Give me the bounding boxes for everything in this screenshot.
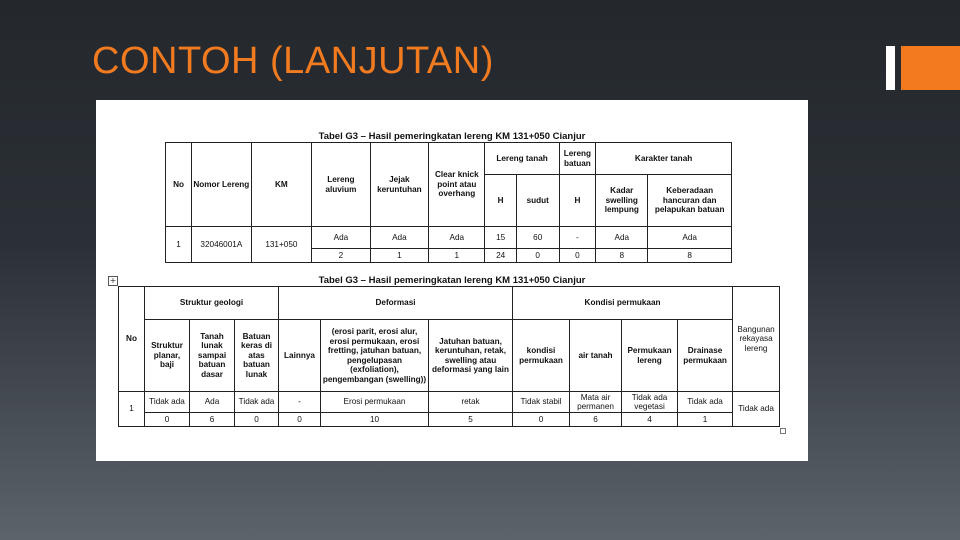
t1-cell: 32046001A — [192, 227, 252, 263]
t2-header-kondisi: kondisi permukaan — [513, 320, 570, 392]
t1-header-lereng-tanah: Lereng tanah — [485, 143, 559, 175]
t2-score: 6 — [190, 413, 235, 427]
t1-header-nomor-lereng: Nomor Lereng — [192, 143, 252, 227]
t1-header-km: KM — [251, 143, 312, 227]
t1-score: 1 — [429, 249, 485, 263]
t2-cell: Tidak ada — [145, 392, 190, 413]
t2-header-struktur-geologi: Struktur geologi — [145, 287, 279, 320]
t1-score: 1 — [370, 249, 428, 263]
table1 — [165, 142, 732, 263]
t1-cell: 131+050 — [251, 227, 312, 263]
accent-bar-white — [886, 46, 895, 90]
t1-score: 8 — [648, 249, 732, 263]
t1-cell: Ada — [312, 227, 370, 249]
t2-cell: Ada — [190, 392, 235, 413]
t1-header-karakter-tanah: Karakter tanah — [596, 143, 732, 175]
table1-caption: Tabel G3 – Hasil pemeringkatan lereng KM 131+050 Cianjur — [318, 131, 586, 142]
t1-cell: Ada — [596, 227, 648, 249]
t1-cell: 15 — [485, 227, 516, 249]
t2-score: 10 — [321, 413, 429, 427]
t1-score: 24 — [485, 249, 516, 263]
t2-cell: 1 — [119, 392, 145, 427]
t2-header-tanah-lunak: Tanah lunak sampai batuan dasar — [190, 320, 235, 392]
t1-header-no: No — [166, 143, 192, 227]
t1-header-keberadaan: Keberadaan hancuran dan pelapukan batuan — [648, 175, 732, 227]
t1-header-lereng-batuan: Lereng batuan — [559, 143, 596, 175]
resize-handle-icon[interactable] — [780, 428, 786, 434]
table2 — [118, 286, 780, 427]
t1-header-h2: H — [559, 175, 596, 227]
t1-cell: 1 — [166, 227, 192, 263]
t2-cell: Mata air permanen — [570, 392, 622, 413]
t1-header-clear-knick: Clear knick point atau overhang — [429, 143, 485, 227]
document-image — [96, 100, 808, 461]
t2-score: 6 — [570, 413, 622, 427]
t2-cell: retak — [429, 392, 513, 413]
t1-header-kadar-swelling: Kadar swelling lempung — [596, 175, 648, 227]
table2-caption: Tabel G3 – Hasil pemeringkatan lereng KM 131+050 Cianjur — [318, 275, 586, 286]
t2-cell: Tidak ada — [678, 392, 733, 413]
t2-score: 0 — [235, 413, 279, 427]
t1-cell: 60 — [516, 227, 559, 249]
t2-header-no: No — [119, 287, 145, 392]
t1-cell: Ada — [648, 227, 732, 249]
t1-cell: - — [559, 227, 596, 249]
t2-score: 1 — [678, 413, 733, 427]
t2-cell: Tidak ada — [235, 392, 279, 413]
t2-header-kondisi-permukaan: Kondisi permukaan — [513, 287, 733, 320]
t2-header-lainnya: Lainnya — [279, 320, 321, 392]
t1-header-sudut: sudut — [516, 175, 559, 227]
t2-cell: - — [279, 392, 321, 413]
t1-header-h1: H — [485, 175, 516, 227]
t2-score: 0 — [279, 413, 321, 427]
t2-header-permukaan-lereng: Permukaan lereng — [622, 320, 678, 392]
t2-score: 0 — [145, 413, 190, 427]
t2-header-struktur-planar: Struktur planar, baji — [145, 320, 190, 392]
t1-score: 2 — [312, 249, 370, 263]
t2-header-drainase: Drainase permukaan — [678, 320, 733, 392]
t1-score: 0 — [516, 249, 559, 263]
t2-score: 4 — [622, 413, 678, 427]
t1-header-jejak-keruntuhan: Jejak keruntuhan — [370, 143, 428, 227]
t2-score: 0 — [513, 413, 570, 427]
t2-header-air-tanah: air tanah — [570, 320, 622, 392]
t1-score: 8 — [596, 249, 648, 263]
t2-cell: Tidak ada vegetasi — [622, 392, 678, 413]
t1-header-lereng-aluvium: Lereng aluvium — [312, 143, 370, 227]
t2-cell: Erosi permukaan — [321, 392, 429, 413]
t1-score: 0 — [559, 249, 596, 263]
t2-score: 5 — [429, 413, 513, 427]
slide-title: CONTOH (LANJUTAN) — [92, 40, 494, 82]
move-handle-icon[interactable]: + — [109, 276, 117, 285]
t1-cell: Ada — [370, 227, 428, 249]
t2-header-batuan-keras: Batuan keras di atas batuan lunak — [235, 320, 279, 392]
accent-bar-orange — [901, 46, 960, 90]
t2-header-deformasi: Deformasi — [279, 287, 513, 320]
t2-header-jatuhan: Jatuhan batuan, keruntuhan, retak, swelling atau deformasi yang lain — [429, 320, 513, 392]
t2-header-erosi: (erosi parit, erosi alur, erosi permukaan, erosi fretting, jatuhan batuan, pengelupasan (exfoliation), pengembangan (swelling)) — [321, 320, 429, 392]
t2-cell: Tidak ada — [733, 392, 780, 427]
t2-cell: Tidak stabil — [513, 392, 570, 413]
t2-header-bangunan: Bangunan rekayasa lereng — [733, 287, 780, 392]
t1-cell: Ada — [429, 227, 485, 249]
